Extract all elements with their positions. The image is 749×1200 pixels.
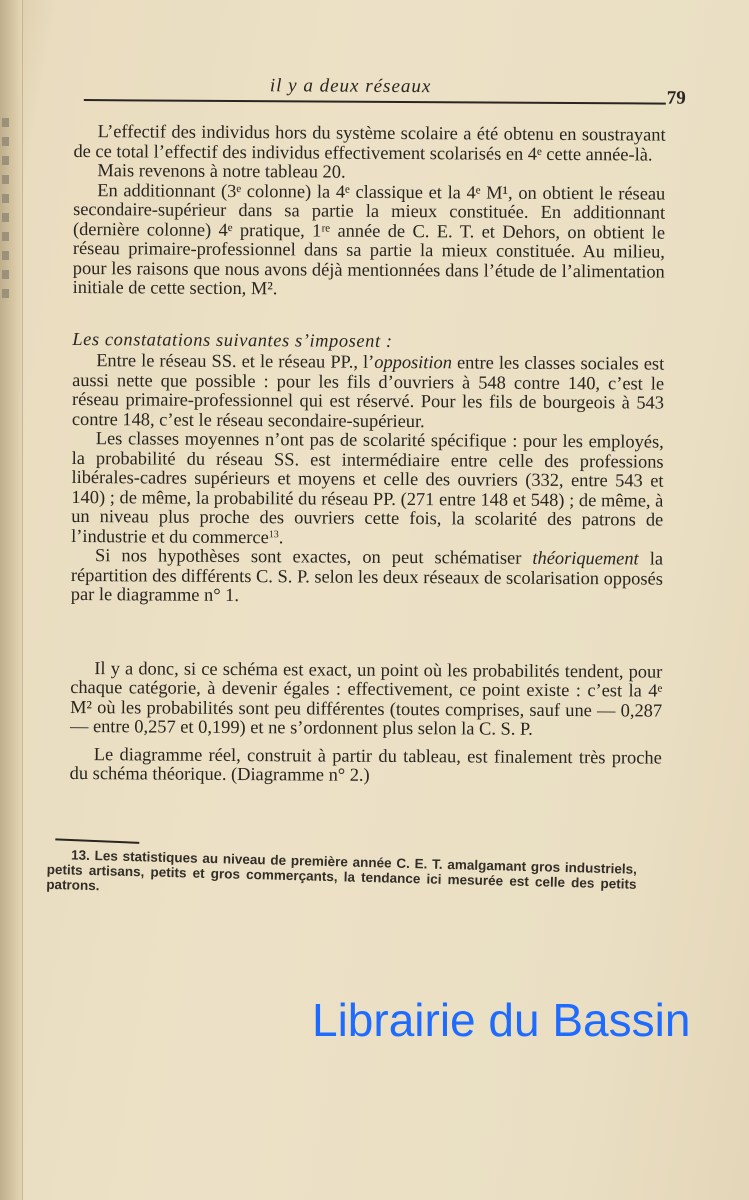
text-span: .: [278, 526, 284, 547]
page-number: 79: [666, 87, 686, 109]
facing-page-text-fragments: [2, 118, 12, 308]
book-gutter: [0, 0, 23, 1200]
emphasis: théoriquement: [532, 547, 639, 569]
watermark: Librairie du Bassin: [312, 994, 691, 1046]
paragraph: L’effectif des individus hors du système scolaire a été obtenu en soustrayant de ce total l’effectif des individus effectivement scolarisés en 4ᵉ cette année-là.: [73, 121, 666, 165]
text-span: la répartition des différents C. S. P. selon les deux réseaux de scolarisation opposés par le diagramme n° 1.: [70, 548, 664, 606]
section-subheading: Les constatations suivantes s’imposent :: [72, 328, 393, 351]
footnote-rule: [55, 838, 139, 843]
paragraph: Il y a donc, si ce schéma est exact, un point où les probabilités tendent, pour chaque catégorie, à devenir égales : effectivement, ce point existe : c’est la 4ᵉ M² où les probabilités sont peu différentes (toutes comprises, sauf une — 0,287 — entre 0,257 et 0,199) et ne s’ordonnent plus selon la C. S. P.: [69, 657, 663, 739]
paragraph: [71, 429, 664, 550]
text-span: Les classes moyennes n’ont pas de scolarité spécifique : pour les employés, la probabilité du réseau SS. est intermédiaire entre celle des professions libérales-cadres supérieurs et moyens et celle des ouvriers (332, entre 543 et 140) ; de même, la probabilité du réseau PP. (271 entre 148 et 548) ; de même, à un niveau plus proche des ouvriers cette fois, la scolarité des patrons de l’industrie et du commerce: [71, 428, 664, 547]
book-page: [46, 70, 686, 896]
footnote-reference[interactable]: 13: [268, 528, 279, 540]
body-text: [70, 122, 666, 787]
paragraph: Le diagramme réel, construit à partir du tableau, est finalement très proche du schéma théorique. (Diagramme n° 2.): [69, 743, 662, 785]
text-span: Si nos hypothèses sont exactes, on peut schématiser: [94, 545, 533, 568]
header-rule: [84, 99, 666, 104]
paragraph: Mais revenons à notre tableau 20.: [97, 160, 346, 182]
paragraph: [71, 546, 663, 608]
emphasis: opposition: [374, 351, 453, 373]
running-header: [74, 70, 686, 109]
footnote-text: 13. Les statistiques au niveau de première année C. E. T. amalgamant gros industriels, petits artisans, petits et gros commerçants, la tendance ici mesurée est celle des petits patrons.: [46, 847, 638, 894]
text-span: entre les classes sociales est aussi nette que possible : pour les fils d’ouvriers à 548 contre 140, c’est le réseau primaire-professionnel qui est réservé. Pour les fils de bourgeois à 543 contre 148, c’est le réseau secondaire-supérieur.: [71, 352, 665, 431]
paragraph: [72, 351, 664, 433]
text-span: Entre le réseau SS. et le réseau PP., l’: [96, 350, 375, 372]
diagram-gap: [70, 604, 662, 662]
paragraph: En additionnant (3ᵉ colonne) la 4ᵉ classique et la 4ᵉ M¹, on obtient le réseau secondaire-supérieur dans sa partie la mieux constituée. En additionnant (dernière colonne) 4ᵉ pratique, 1ʳᵉ année de C. E. T. et Dehors, on obtient le réseau primaire-professionnel dans sa partie la mieux constituée. Au milieu, pour les raisons que nous avons déjà mentionnées dans l’étude de l’alimentation initiale de cette section, M².: [72, 179, 666, 299]
running-title: il y a deux réseaux: [269, 75, 432, 98]
footnote: [46, 847, 637, 907]
